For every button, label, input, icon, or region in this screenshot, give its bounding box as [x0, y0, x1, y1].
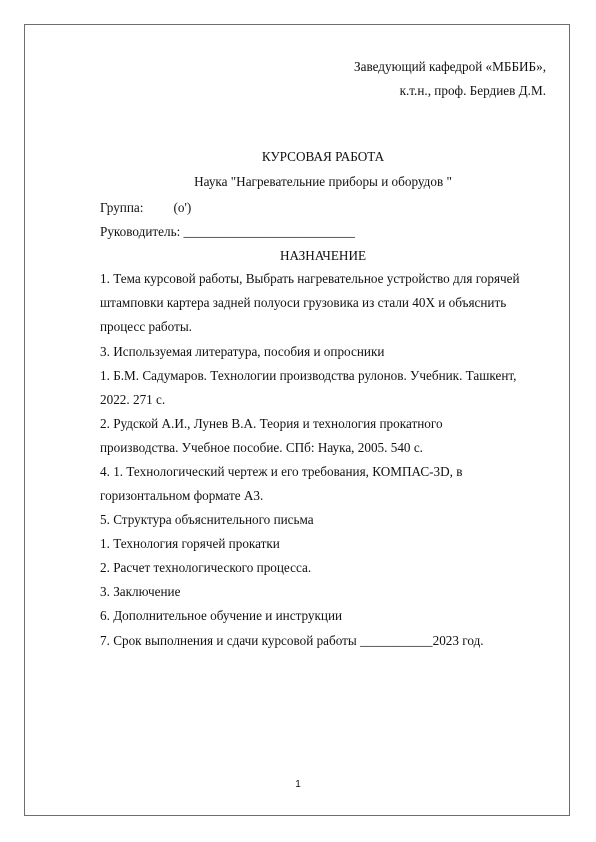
group-label: Группа: [100, 200, 144, 215]
body-line: 5. Структура объяснительного письма [100, 512, 314, 527]
group-line [100, 200, 546, 216]
body-line: 2022. 271 с. [100, 392, 166, 407]
page-number: 1 [295, 779, 301, 790]
body-line: 3. Заключение [100, 584, 181, 599]
body-line: 3. Используемая литература, пособия и опросники [100, 344, 385, 359]
subject-line: Наука "Нагревательние приборы и оборудов " [194, 174, 452, 189]
body-line: производства. Учебное пособие. СПб: Наука, 2005. 540 с. [100, 440, 423, 455]
body-line: 1. Тема курсовой работы, Выбрать нагревательное устройство для горячей [100, 271, 520, 286]
body-line: 4. 1. Технологический чертеж и его требования, КОМПАС-3D, в [100, 464, 463, 479]
approver-name: к.т.н., проф. Бердиев Д.М. [399, 83, 546, 98]
body-line: 2. Расчет технологического процесса. [100, 560, 312, 575]
body-line: 7. Срок выполнения и сдачи курсовой работы ___________2023 год. [100, 633, 484, 648]
body-line: 1. Б.М. Садумаров. Технологии производства рулонов. Учебник. Ташкент, [100, 368, 517, 383]
body-line: штамповки картера задней полуоси грузовика из стали 40Х и объяснить [100, 295, 507, 310]
approver-title: Заведующий кафедрой «МББИБ», [354, 59, 546, 74]
assignment-heading: НАЗНАЧЕНИЕ [279, 248, 367, 263]
body-line: 2. Рудской А.И., Лунев В.А. Теория и технология прокатного [100, 416, 443, 431]
body-line: процесс работы. [100, 319, 192, 334]
group-value: (о') [173, 200, 192, 215]
body-line: 1. Технология горячей прокатки [100, 536, 280, 551]
body-line: горизонтальном формате А3. [100, 488, 264, 503]
body-line: 6. Дополнительное обучение и инструкции [100, 608, 343, 623]
supervisor-line: Руководитель: __________________________ [100, 224, 355, 239]
document-title: КУРСОВАЯ РАБОТА [261, 149, 385, 164]
